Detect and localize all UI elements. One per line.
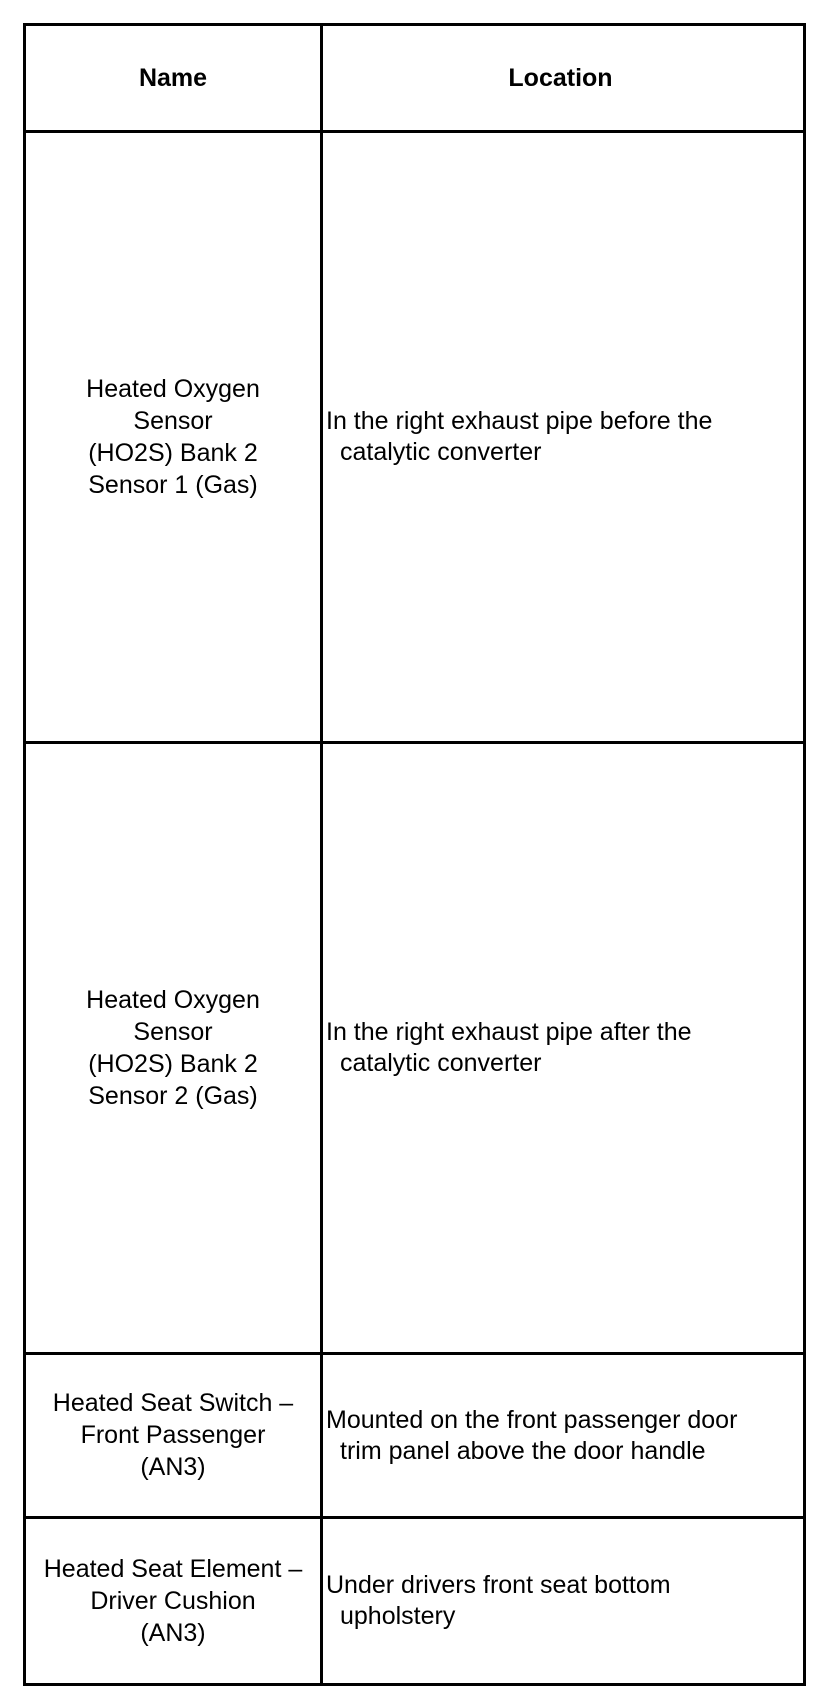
header-name: Name [26, 26, 323, 130]
location-line: catalytic converter [340, 1049, 542, 1077]
component-name-line: (AN3) [140, 1453, 206, 1481]
component-location-cell [323, 1519, 803, 1683]
component-name-line: Sensor 2 (Gas) [88, 1081, 258, 1110]
table-row [26, 744, 803, 1355]
component-name-line: Driver Cushion [90, 1586, 256, 1615]
component-name-line: Heated Seat Element – [43, 1554, 303, 1583]
component-location-cell [323, 744, 803, 1352]
location-line: upholstery [340, 1602, 456, 1630]
location-line: trim panel above the door handle [340, 1436, 706, 1465]
component-name-cell [26, 1519, 323, 1683]
component-name-cell [26, 133, 323, 741]
table-row [26, 133, 803, 744]
component-name-line: Front Passenger [80, 1421, 266, 1449]
table-header-row [26, 26, 803, 133]
component-name-line: (HO2S) Bank 2 [88, 438, 258, 467]
component-name-line: Sensor [133, 1017, 213, 1046]
component-location-table [23, 23, 806, 1686]
table-row [26, 1355, 803, 1519]
component-location-cell [323, 1355, 803, 1516]
location-line: Under drivers front seat bottom [326, 1571, 671, 1599]
table-row [26, 1519, 803, 1683]
component-name-line: Sensor [133, 406, 213, 435]
location-line: catalytic converter [340, 438, 542, 466]
location-line: In the right exhaust pipe before the [326, 407, 713, 435]
component-name-line: Heated Oxygen [86, 374, 260, 403]
location-line: Mounted on the front passenger door [326, 1405, 738, 1434]
component-location-cell [323, 133, 803, 741]
component-name-line: (HO2S) Bank 2 [88, 1049, 258, 1078]
component-name-cell [26, 744, 323, 1352]
location-line: In the right exhaust pipe after the [326, 1018, 692, 1046]
component-name-line: (AN3) [140, 1618, 206, 1647]
component-name-line: Heated Seat Switch – [52, 1389, 294, 1417]
component-name-line: Heated Oxygen [86, 985, 260, 1014]
header-location: Location [508, 63, 613, 92]
component-name-cell [26, 1355, 323, 1516]
component-name-line: Sensor 1 (Gas) [88, 470, 258, 499]
